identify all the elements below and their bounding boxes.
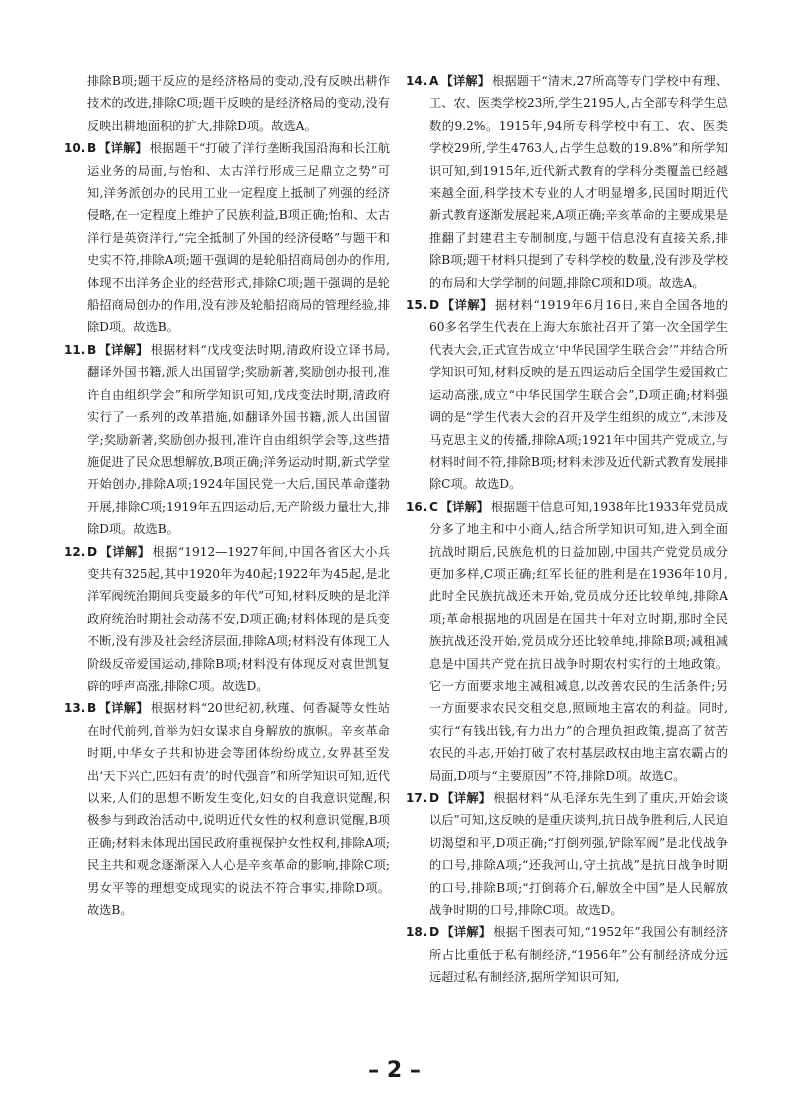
item-number: 11.	[64, 342, 86, 357]
answer-letter: B	[87, 701, 97, 716]
explanation-text: 根据材料“20世纪初,秋瑾、何香凝等女性站在时代前列,首举为妇女谋求自身解放的旗帜。辛亥革命时期,中华女子共和协进会等团体纷纷成立,女界甚至发出‘天下兴亡,匹妇有责’的时代强音”和所学知识可知,近代以来,人们的思想不断发生变化,妇女的自我意识觉醒,积极参与到政治活动中,说明近代女性的权利意识觉醒,B项正确;材料未体现出国民政府重视保护女性权利,排除A项;民主共和观念逐渐深入人心是辛亥革命的影响,排除C项;男女平等的理想变成现实的说法不符合事实,排除D项。故选B。	[87, 701, 390, 918]
detail-tag: 【详解】	[441, 925, 492, 940]
answer-letter: D	[429, 791, 440, 805]
answer-item-10	[64, 137, 390, 339]
answer-letter: B	[87, 342, 97, 357]
answer-letter: B	[87, 141, 97, 156]
continuation-paragraph	[64, 70, 390, 137]
explanation-text: 根据千图表可知,“1952年”我国公有制经济所占比重低于私有制经济,“1956年”公有制经济成分远远超过私有制经济,据所学知识可知,	[429, 925, 728, 985]
detail-tag: 【详解】	[440, 74, 491, 88]
page-number	[0, 1058, 789, 1083]
detail-tag: 【详解】	[439, 499, 489, 514]
explanation-text: 据材料“1919年6月16日,来自全国各地的60多名学生代表在上海大东旅社召开了第一次全国学生代表大会,正式宣告成立‘中华民国学生联合会’”并结合所学知识可知,材料反映的是五四运动后全国学生爱国救亡运动高涨,成立“中华民国学生联合会”,D项正确;材料强调的是“学生代表大会的召开及学生组织的成立”,未涉及马克思主义的传播,排除A项;1921年中国共产党成立,与材料时间不符,排除B项;材料未涉及近代新式教育发展排除C项。故选D。	[429, 298, 728, 492]
item-number: 18.	[406, 925, 428, 940]
explanation-text: 根据“1912—1927年间,中国各省区大小兵变共有325起,其中1920年为40起;1922年为45起,是北洋军阀统治期间兵变最多的年代”可知,材料反映的是北洋政府统治时期社会动荡不安,D项正确;材料体现的是兵变不断,没有涉及社会经济层面,排除A项;材料没有体现工人阶级反帝爱国运动,排除B项;材料没有体现反对袁世凯复辟的呼声高涨,排除C项。故选D。	[87, 544, 391, 693]
item-number: 10.	[64, 141, 86, 156]
explanation-text: 根据题干信息可知,1938年比1933年党员成分多了地主和中小商人,结合所学知识可知,进入到全面抗战时期后,民族危机的日益加剧,中国共产党党员成分更加多样,C项正确;红军长征的胜利是在1936年10月,此时全民族抗战还未开始,党员成分还比较单纯,排除A项;革命根据地的巩固是在国共十年对立时期,那时全民族抗战还没开始,党员成分还比较单纯,排除B项;减租减息是中国共产党在抗日战争时期农村实行的土地政策。它一方面要求地主减租减息,以改善农民的生活条件;另一方面要求农民交租交息,照顾地主富农的利益。同时,实行“有钱出钱,有力出力”的合理负担政策,提高了贫苦农民的斗志,开始打破了农村基层政权由地主富农霸占的局面,D项与“主要原因”不符,排除D项。故选C。	[429, 499, 728, 783]
answer-item-17	[406, 787, 728, 921]
page-number-dash-right: –	[409, 1058, 421, 1083]
item-number: 14.	[406, 74, 428, 88]
answer-letter: C	[429, 499, 438, 514]
right-column	[406, 70, 728, 989]
item-number: 15.	[406, 298, 428, 313]
item-number: 12.	[64, 544, 86, 559]
continuation-text: 排除B项;题干反应的是经济格局的变动,没有反映出耕作技术的改进,排除C项;题干反映的是经济格局的变动,没有反映出耕地面积的扩大,排除D项。故选A。	[87, 74, 390, 133]
answer-item-11	[64, 339, 390, 541]
page-number-dash-left: –	[368, 1058, 380, 1083]
item-number: 13.	[64, 701, 86, 716]
explanation-text: 根据题干“打破了洋行垄断我国沿海和长江航运业务的局面,与怡和、太古洋行形成三足鼎立之势”可知,洋务派创办的民用工业一定程度上抵制了列强的经济侵略,在一定程度上维护了民族利益,B项正确;怡和、太古洋行是英资洋行,“完全抵制了外国的经济侵略”与题干和史实不符,排除A项;题干强调的是轮船招商局创办的作用,体现不出洋务企业的经营形式,排除C项;题干强调的是轮船招商局创办的作用,没有涉及轮船招商局的管理经验,排除D项。故选B。	[87, 141, 391, 335]
explanation-text: 根据题干“清末,27所高等专门学校中有理、工、农、医类学校23所,学生2195人,占全部专科学生总数的9.2%。1915年,94所专科学校中有工、农、医类学校29所,学生4763人,占学生总数的19.8%”和所学知识可知,到1915年,近代新式教育的学科分类覆盖已经越来越全面,科学技术专业的人才明显增多,民国时期近代新式教育逐渐发展起来,A项正确;辛亥革命的主要成果是推翻了封建君主专制制度,与题干信息没有直接关系,排除B项;题干材料只提到了专科学校的数量,没有涉及学校的布局和大学学制的问题,排除C项和D项。故选A。	[429, 74, 728, 290]
item-number: 16.	[406, 499, 428, 514]
answer-item-16	[406, 496, 728, 787]
detail-tag: 【详解】	[441, 298, 494, 313]
answer-item-15	[406, 294, 728, 496]
detail-tag: 【详解】	[99, 544, 151, 559]
answer-item-14	[406, 70, 728, 294]
answer-letter: D	[429, 298, 440, 313]
answer-item-12	[64, 541, 390, 698]
detail-tag: 【详解】	[98, 701, 149, 716]
answer-letter: A	[429, 74, 439, 88]
answer-letter: D	[429, 925, 440, 940]
answer-item-18	[406, 921, 728, 988]
explanation-text: 根据材料“戊戌变法时期,清政府设立译书局,翻译外国书籍,派人出国留学;奖励新著,奖励创办报刊,准许自由组织学会”和所学知识可知,戊戌变法时期,清政府实行了一系列的改革措施,如翻译外国书籍,派人出国留学;奖励新著,奖励创办报刊,准许自由组织学会等,这些措施促进了民众思想解放,B项正确;洋务运动时期,新式学堂开始创办,排除A项;1924年国民党一大后,国民革命蓬勃开展,排除C项;1919年五四运动后,无产阶级力量壮大,排除D项。故选B。	[87, 342, 391, 537]
item-number: 17.	[406, 791, 428, 805]
left-column	[64, 70, 390, 921]
explanation-text: 根据材料“从毛泽东先生到了重庆,开始会谈以后”可知,这反映的是重庆谈判,抗日战争胜利后,人民迫切渴望和平,D项正确;“打倒列强,铲除军阀”是北伐战争的口号,排除A项;“还我河山,守土抗战”是抗日战争时期的口号,排除B项;“打倒蒋介石,解放全中国”是人民解放战争时期的口号,排除C项。故选D。	[429, 791, 729, 918]
answer-item-13	[64, 697, 390, 921]
page-number-value: 2	[386, 1058, 403, 1083]
answer-letter: D	[87, 544, 98, 559]
detail-tag: 【详解】	[98, 342, 149, 357]
detail-tag: 【详解】	[98, 141, 148, 156]
detail-tag: 【详解】	[441, 791, 492, 805]
